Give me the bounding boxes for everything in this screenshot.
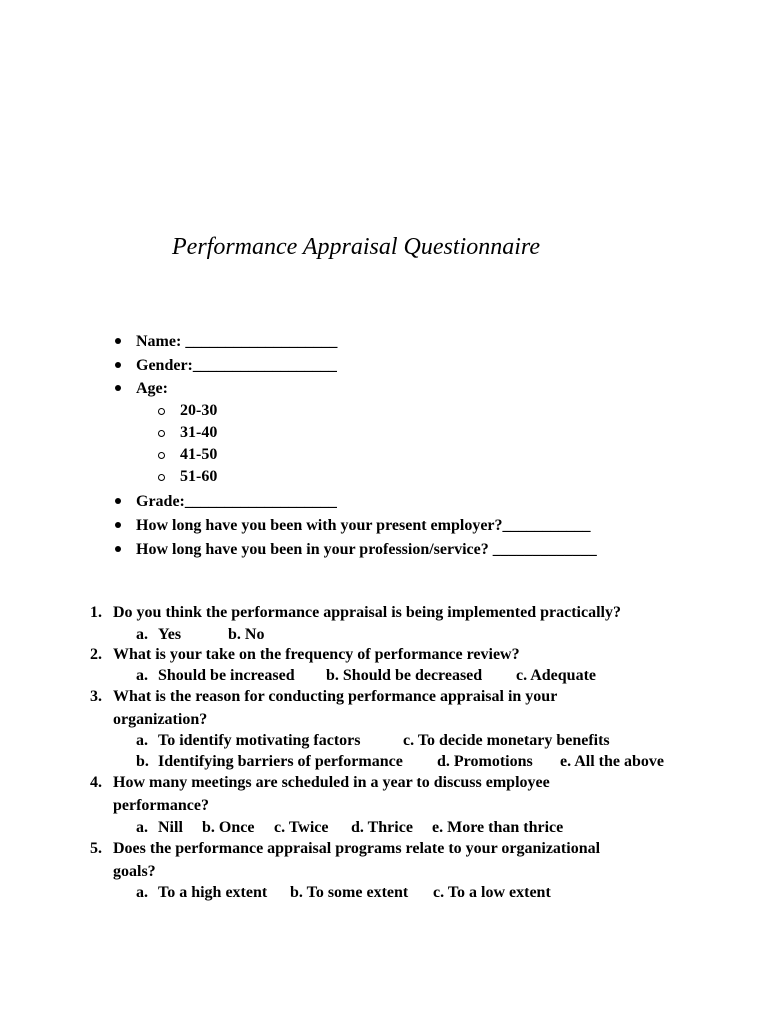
answer-option[interactable]: b. To some extent — [290, 884, 409, 901]
option-marker: a. — [136, 626, 148, 643]
age-option-51-60[interactable]: 51-60 — [180, 468, 218, 485]
answer-option[interactable]: Identifying barriers of performance — [158, 753, 403, 770]
age-option-41-50[interactable]: 41-50 — [180, 446, 218, 463]
option-marker: a. — [136, 667, 148, 684]
question-number: 5. — [90, 840, 102, 857]
question-text: What is your take on the frequency of performance review? — [113, 646, 520, 663]
answer-option[interactable]: e. All the above — [560, 753, 664, 770]
question-text: performance? — [113, 797, 209, 814]
question-number: 2. — [90, 646, 102, 663]
question-text: organization? — [113, 711, 208, 728]
age-option-31-40[interactable]: 31-40 — [180, 424, 218, 441]
answer-option[interactable]: b. No — [228, 626, 265, 643]
age-label: Age: — [136, 380, 168, 397]
answer-option[interactable]: To a high extent — [158, 884, 268, 901]
employer-tenure-field[interactable]: How long have you been with your present employer?___________ — [136, 517, 591, 534]
answer-option[interactable]: b. Should be decreased — [326, 667, 483, 684]
circle-bullet-icon — [158, 474, 165, 481]
question-number: 3. — [90, 688, 102, 705]
option-marker: a. — [136, 884, 148, 901]
question-text: How many meetings are scheduled in a year to discuss employee — [113, 774, 550, 791]
age-option-20-30[interactable]: 20-30 — [180, 402, 218, 419]
name-field[interactable]: Name: ___________________ — [136, 333, 338, 350]
answer-option[interactable]: b. Once — [202, 819, 255, 836]
gender-field[interactable]: Gender:__________________ — [136, 357, 337, 374]
bullet-icon — [115, 498, 121, 504]
answer-option[interactable]: d. Thrice — [351, 819, 413, 836]
page-title: Performance Appraisal Questionnaire — [172, 234, 540, 260]
answer-option[interactable]: Nill — [158, 819, 183, 836]
bullet-icon — [115, 338, 121, 344]
question-text: goals? — [113, 863, 156, 880]
answer-option[interactable]: To identify motivating factors — [158, 732, 361, 749]
answer-option[interactable]: Should be increased — [158, 667, 295, 684]
option-marker: a. — [136, 819, 148, 836]
circle-bullet-icon — [158, 408, 165, 415]
circle-bullet-icon — [158, 452, 165, 459]
question-text: Do you think the performance appraisal is being implemented practically? — [113, 604, 621, 621]
bullet-icon — [115, 522, 121, 528]
answer-option[interactable]: c. To a low extent — [433, 884, 551, 901]
answer-option[interactable]: e. More than thrice — [432, 819, 564, 836]
question-text: What is the reason for conducting performance appraisal in your — [113, 688, 558, 705]
option-marker: a. — [136, 732, 148, 749]
bullet-icon — [115, 385, 121, 391]
answer-option[interactable]: Yes — [158, 626, 182, 643]
circle-bullet-icon — [158, 430, 165, 437]
profession-tenure-field[interactable]: How long have you been in your profession/service? _____________ — [136, 541, 597, 558]
question-number: 4. — [90, 774, 102, 791]
bullet-icon — [115, 546, 121, 552]
option-marker: b. — [136, 753, 149, 770]
grade-field[interactable]: Grade:___________________ — [136, 493, 337, 510]
question-number: 1. — [90, 604, 102, 621]
question-text: Does the performance appraisal programs relate to your organizational — [113, 840, 601, 857]
answer-option[interactable]: d. Promotions — [437, 753, 533, 770]
answer-option[interactable]: c. Twice — [274, 819, 329, 836]
bullet-icon — [115, 362, 121, 368]
answer-option[interactable]: c. To decide monetary benefits — [403, 732, 610, 749]
answer-option[interactable]: c. Adequate — [516, 667, 596, 684]
